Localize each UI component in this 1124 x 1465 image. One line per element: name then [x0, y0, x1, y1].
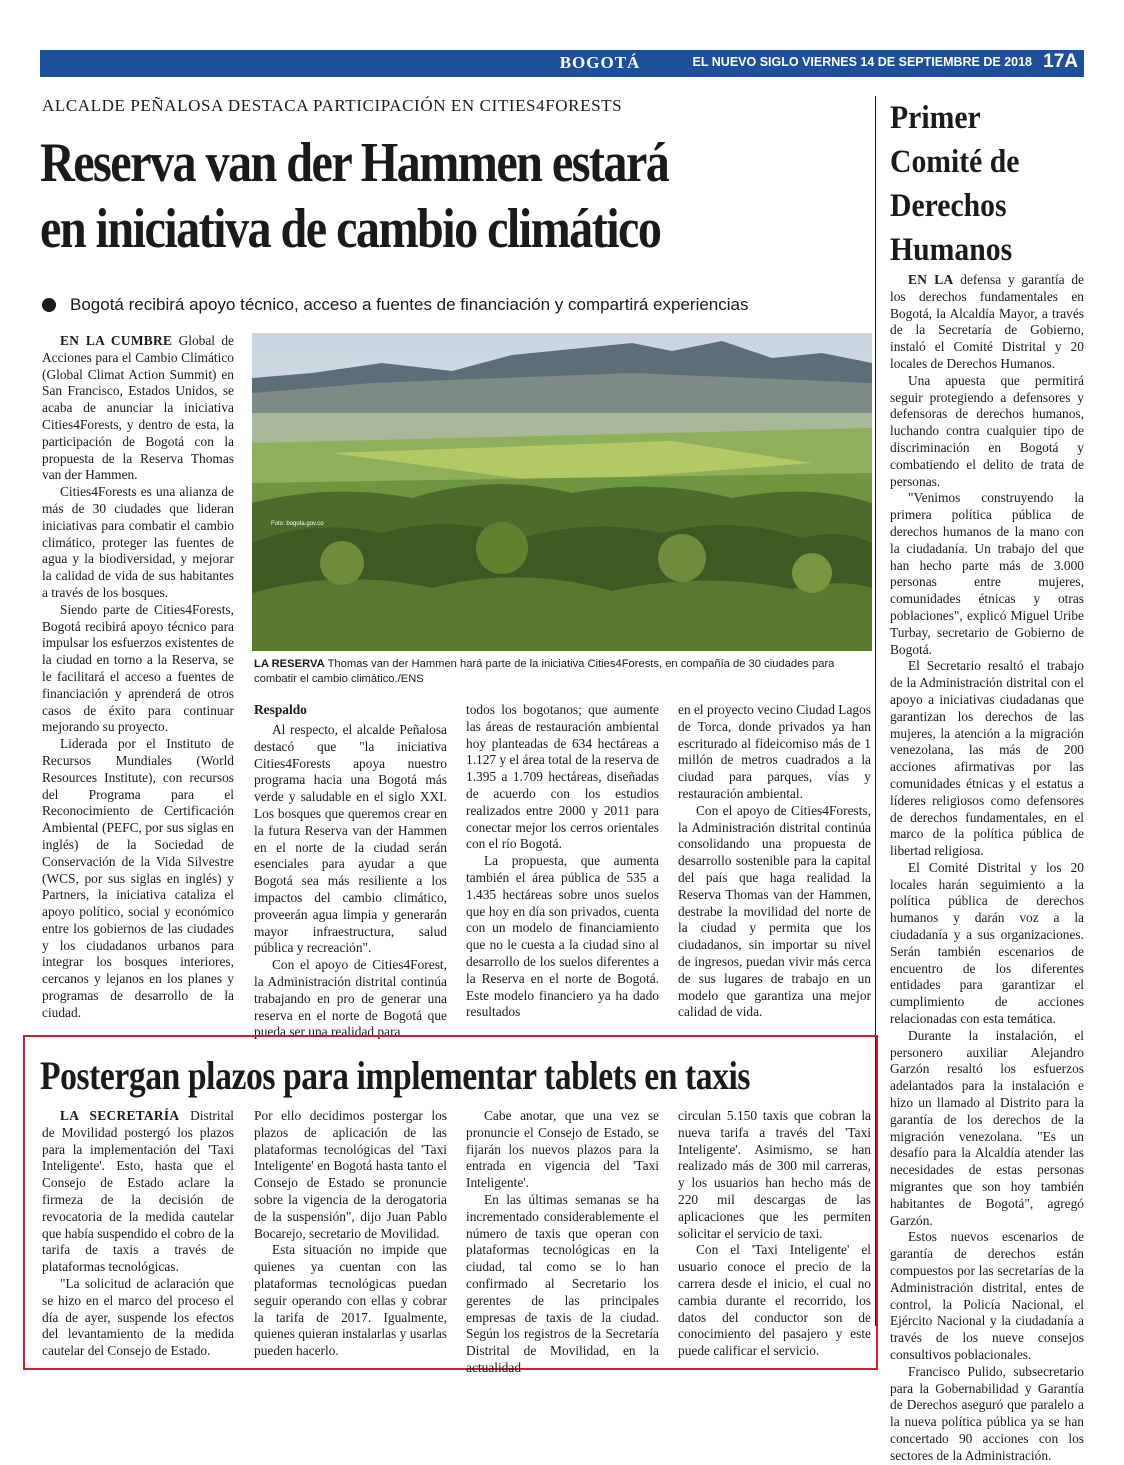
paragraph: Con el 'Taxi Inteligente' el usuario conoce el precio de la carrera desde el inicio, el cual no cambia durante el recorrido, los datos del conductor son de conocimiento del pasajero y este puede calificar el servicio.	[678, 1242, 871, 1359]
paragraph: En las últimas semanas se ha incrementado considerablemente el número de taxis que operan con plataformas tecnológicas en la ciudad, tal como se lo han confirmado al Secretario los gerentes de las principales empresas de taxis de la ciudad. Según los registros de la Secretaría Distrital de Movilidad, en la actualidad	[466, 1191, 659, 1375]
paragraph: "La solicitud de aclaración que se hizo en el marco del proceso el día de ayer, suspende los efectos del levantamiento de la medida cautelar del Consejo de Estado.	[42, 1275, 234, 1359]
paragraph: Cabe anotar, que una vez se pronuncie el Consejo de Estado, se fijarán los nuevos plazos para la entrada en vigencia del 'Taxi Inteligente'.	[466, 1108, 659, 1191]
caption-text: Thomas van der Hammen hará parte de la iniciativa Cities4Forests, en compañía de 30 ciudades para combatir el cambio climático./ENS	[254, 658, 835, 685]
side-article-body	[890, 272, 1084, 1465]
taxi-column-4	[678, 1108, 871, 1360]
lead-in: EN LA	[908, 272, 954, 287]
side-headline-line: Derechos	[890, 188, 1007, 224]
paragraph: Una apuesta que permitirá seguir protegiendo a defensores y defensoras de derechos humanos, luchando contra cualquier tipo de discriminación en Bogotá y combatiendo el delito de trata de personas.	[890, 372, 1084, 489]
paragraph: en el proyecto vecino Ciudad Lagos de Torca, donde privados ya han escriturado al fideicomiso más de 1 millón de metros cuadrados a la ciudad para parques, vías y restauración ambiental.	[678, 702, 871, 801]
paragraph: Cities4Forests es una alianza de más de 30 ciudades que lideran iniciativas para combatir el cambio climático, proteger las fuentes de agua y la biodiversidad, y mejorar la calidad de vida de sus habitantes a través de los bosques.	[42, 484, 234, 600]
bullet-icon	[42, 298, 56, 312]
paragraph: "Venimos construyendo la primera política pública de derechos humanos de la mano con la ciudadanía. Un trabajo del que han hecho parte más de 3.000 personas entre mujeres, comunidades étnicas y otras poblaciones", explicó Miguel Uribe Turbay, secretario de Gobierno de Bogotá.	[890, 490, 1084, 657]
paragraph: circulan 5.150 taxis que cobran la nueva tarifa a través del 'Taxi Inteligente'. Asimismo, se han realizado más de 300 mil carreras, y los usuarios han hecho más de 220 mil descargas de las aplicaciones que les permiten solicitar el servicio de taxi.	[678, 1108, 871, 1241]
side-headline-line: Primer	[890, 100, 981, 136]
page-number: 17A	[1043, 51, 1078, 72]
paragraph: Durante la instalación, el personero auxiliar Alejandro Garzón resaltó los esfuerzos adelantados para la instalación e hizo un llamado al Distrito para la garantía de los derechos de la migración venezolana. "Es un desafío para la Alcaldía atender las necesidades de estas personas migrantes que son hoy también habitantes de Bogotá", agregó Garzón.	[890, 1027, 1084, 1228]
photo-caption	[254, 657, 874, 687]
page-header-bar	[40, 50, 1084, 77]
main-column-1	[42, 333, 234, 1022]
paragraph: Con el apoyo de Cities4Forests, la Administración distrital continúa consolidando una propuesta de desarrollo sostenible para la capital del país que haga realidad la Reserva Thomas van der Hammen, destrabe la movilidad del norte de la ciudad y permita que los ciudadanos, sin importar su nivel de ingresos, puedan vivir más cerca de sus lugares de trabajo en un modelo que garantiza una mejor calidad de vida.	[678, 802, 871, 1020]
paragraph: Liderada por el Instituto de Recursos Mundiales (World Resources Institute), con recursos del Programa para el Reconocimiento de Certificación Ambiental (PEFC, por sus siglas en inglés) de la Sociedad de Conservación de la Vida Silvestre (WCS, por sus siglas en inglés) y Partners, la iniciativa cataliza el apoyo político, social y económico entre los gobiernos de las ciudades y los ciudadanos urbanos para integrar los bosques interiores, cercanos y lejanos en los planes y programas de desarrollo de la ciudad.	[42, 736, 234, 1020]
paragraph: Al respecto, el alcalde Peñalosa destacó que "la iniciativa Cities4Forests apoya nuestro programa hacia una Bogotá más verde y saludable en el siglo XXI. Los bosques que queremos crear en la futura Reserva van der Hammen en el norte de la ciudad serán esenciales para ayudar a que Bogotá sea más resiliente a los impactos del cambio climático, proveerán agua limpia y generarán mayor infraestructura, salud pública y recreación".	[254, 722, 447, 956]
side-headline-line: Comité de	[890, 144, 1020, 180]
section-name: BOGOTÁ	[559, 53, 641, 72]
publication-date: EL NUEVO SIGLO VIERNES 14 DE SEPTIEMBRE DE 2018	[692, 55, 1032, 69]
paragraph: Global de Acciones para el Cambio Climático (Global Climat Action Summit) en San Francisco, Estados Unidos, se acaba de anunciar la iniciativa Cities4Forests, y dentro de esta, la participación de Bogotá con la propuesta de la Reserva Thomas van der Hammen.	[42, 333, 234, 483]
paragraph: El Secretario resaltó el trabajo de la Administración distrital con el apoyo a iniciativas ciudadanas que garantizan los derechos de las mujeres, la atención a la migración venezolana, las más de 200 acciones afirmativas por las comunidades étnicas y el estatus a líderes religiosos como defensores de derechos fundamentales, en el marco de la política pública de libertad religiosa.	[890, 658, 1084, 859]
taxi-column-1	[42, 1108, 234, 1360]
photo-credit: Foto: bogota.gov.co	[271, 521, 324, 527]
paragraph: Por ello decidimos postergar los plazos de aplicación de las plataformas tecnológicas del 'Taxi Inteligente' en Bogotá hasta tanto el Consejo de Estado se pronuncie sobre la vigencia de la derogatoria de la suspensión", dijo Juan Pablo Bocarejo, secretario de Movilidad.	[254, 1108, 447, 1241]
lead-in: LA SECRETARÍA	[60, 1108, 180, 1123]
paragraph: Estos nuevos escenarios de garantía de derechos están compuestos por las secretarías de la Administración distrital, entes de control, la Policía Nacional, el Ejército Nacional y la ciudadanía a través de los nueve consejos consultivos poblacionales.	[890, 1229, 1084, 1362]
headline-line-1: Reserva van der Hammen estará	[40, 132, 669, 194]
caption-label: LA RESERVA	[254, 658, 325, 670]
paragraph: Con el apoyo de Cities4Forest, la Administración distrital continúa trabajando en pro de generar una reserva en el norte de Bogotá que pueda ser una realidad para	[254, 957, 447, 1040]
paragraph: todos los bogotanos; que aumente las áreas de restauración ambiental hoy planteadas de 634 hectáreas a 1.127 y el área total de la reserva de 1.395 a 1.709 hectáreas, diseñadas de acuerdo con los estudios realizados entre 2000 y 2011 para conectar mejor los cerros orientales con el río Bogotá.	[466, 702, 659, 852]
paragraph: Esta situación no impide que quienes ya cuentan con las plataformas tecnológicas puedan seguir operando con ellas y cobrar la tarifa de 2017. Igualmente, quienes quieran instalarlas y usarlas pueden hacerlo.	[254, 1242, 447, 1359]
paragraph: Siendo parte de Cities4Forests, Bogotá recibirá apoyo técnico para impulsar los esfuerzos existentes de la ciudad en torno a la Reserva, se le facilitará el acceso a fuentes de financiación y aprenderá de otros casos de éxito para continuar mejorando su proyecto.	[42, 601, 234, 735]
subheadline-text: Bogotá recibirá apoyo técnico, acceso a fuentes de financiación y compartirá experiencias	[70, 295, 749, 314]
side-headline-line: Humanos	[890, 232, 1013, 268]
headline-line-2: en iniciativa de cambio climático	[40, 198, 661, 260]
article-headline	[40, 130, 848, 262]
main-column-2	[254, 722, 447, 1041]
side-article-headline	[890, 96, 1061, 272]
taxi-column-2	[254, 1108, 447, 1360]
taxi-article-headline: Postergan plazos para implementar tablets en taxis	[40, 1053, 751, 1098]
lead-in: EN LA CUMBRE	[60, 333, 173, 348]
article-subheadline	[42, 295, 862, 315]
paragraph: defensa y garantía de los derechos fundamentales en Bogotá, la Alcaldía Mayor, a través de la Secretaría de Gobierno, instaló el Comité Distrital y 20 locales de Derechos Humanos.	[890, 272, 1084, 371]
paragraph: Francisco Pulido, subsecretario para la Gobernabilidad y Garantía de Derechos aseguró que paralelo a la nueva política pública ya se han concertado 90 acciones con los sectores de la Administración.	[890, 1363, 1084, 1463]
taxi-column-3	[466, 1108, 659, 1377]
article-kicker: ALCALDE PEÑALOSA DESTACA PARTICIPACIÓN EN CITIES4FORESTS	[42, 96, 623, 115]
paragraph: El Comité Distrital y los 20 locales harán seguimiento a la política pública de derechos humanos y darán voz a la ciudadanía y a sus organizaciones. Serán también escenarios de encuentro de los diferentes entidades para garantizar el cumplimiento de acciones relacionadas con esta temática.	[890, 859, 1084, 1027]
section-subhead: Respaldo	[254, 702, 307, 717]
main-column-4	[678, 702, 871, 1021]
paragraph: Distrital de Movilidad postergó los plazos para la implementación del 'Taxi Inteligente'. Esto, hasta que el Consejo de Estado aclare la firmeza de la decisión de revocatoria de la medida cautelar que había suspendido el cobro de la tarifa de taxis a través de plataformas tecnológicas.	[42, 1108, 234, 1275]
reserve-photo	[252, 333, 872, 651]
main-column-3	[466, 702, 659, 1021]
paragraph: La propuesta, que aumenta también el área pública de 535 a 1.435 hectáreas sobre unos suelos que hoy en día son privados, cuenta con un modelo de financiamiento que no le cuesta a la ciudad sino al desarrollo de los suelos diferentes a la Reserva en el norte de Bogotá. Este modelo financiero ya ha dado resultados	[466, 853, 659, 1020]
